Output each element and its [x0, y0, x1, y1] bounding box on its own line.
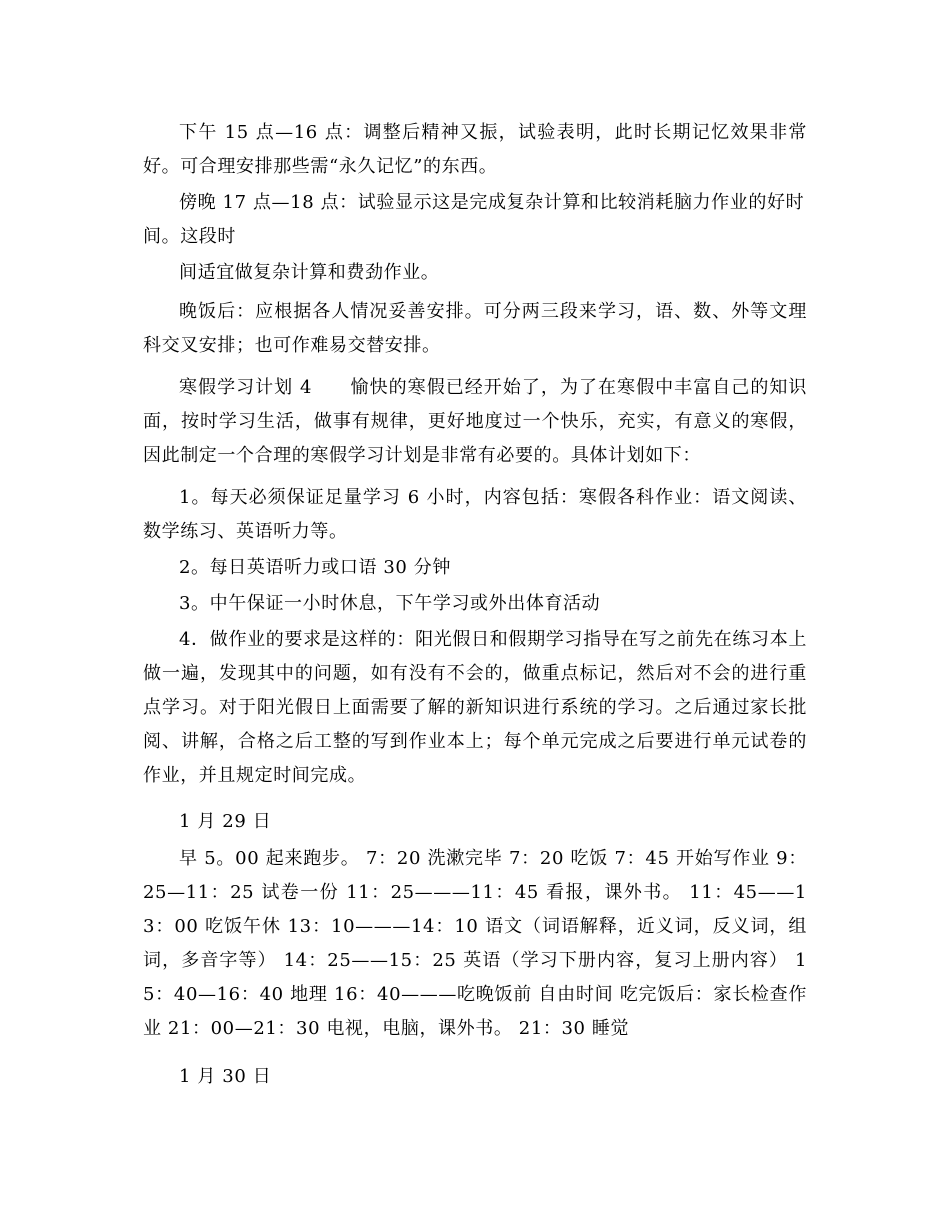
date-heading-jan-29: 1 月 29 日 — [179, 811, 272, 832]
paragraph-evening-continued: 间适宜做复杂计算和费劲作业。 — [179, 262, 440, 283]
paragraph-item-3: 3。中午保证一小时休息，下午学习或外出体育活动 — [179, 593, 601, 614]
paragraph-after-dinner: 晚饭后：应根据各人情况妥善安排。可分两三段来学习，语、数、外等文理科交叉安排；也可作难易交替安排。 — [143, 301, 807, 356]
paragraph-item-2: 2。每日英语听力或口语 30 分钟 — [179, 557, 451, 578]
paragraph-item-1: 1。每天必须保证足量学习 6 小时，内容包括：寒假各科作业：语文阅读、数学练习、英语听力等。 — [143, 487, 807, 542]
paragraph-item-4: 4．做作业的要求是这样的：阳光假日和假期学习指导在写之前先在练习本上做一遍，发现其中的问题，如有没有不会的，做重点标记，然后对不会的进行重点学习。对于阳光假日上面需要了解的新知识进行系统的学习。之后通过家长批阅、讲解，合格之后工整的写到作业本上；每个单元完成之后要进行单元试卷的作业，并且规定时间完成。 — [143, 629, 807, 786]
paragraph-afternoon-15-16: 下午 15 点—16 点：调整后精神又振，试验表明，此时长期记忆效果非常好。可合理安排那些需“永久记忆”的东西。 — [143, 122, 807, 177]
paragraph-evening-17-18: 傍晚 17 点—18 点：试验显示这是完成复杂计算和比较消耗脑力作业的好时间。这段时 — [143, 192, 805, 247]
paragraph-plan-4-intro: 寒假学习计划 4 愉快的寒假已经开始了，为了在寒假中丰富自己的知识面，按时学习生活，做事有规律，更好地度过一个快乐，充实，有意义的寒假，因此制定一个合理的寒假学习计划是非常有必要的。具体计划如下： — [143, 377, 807, 466]
paragraph-schedule-jan-29: 早 5。00 起来跑步。 7：20 洗漱完毕 7：20 吃饭 7：45 开始写作业 9：25—11：25 试卷一份 11：25———11：45 看报，课外书。 11：45——13：00 吃饭午休 13：10———14：10 语文（词语解释，近义词，反义词，组词，多音字等） 14：25——15：25 英语（学习下册内容，复习上册内容） 15：40—16：40 地理 16：40———吃晚饭前 自由时间 吃完饭后：家长检查作业 21：00—21：30 电视，电脑，课外书。 21：30 睡觉 — [143, 848, 807, 1039]
date-heading-jan-30: 1 月 30 日 — [179, 1066, 272, 1087]
